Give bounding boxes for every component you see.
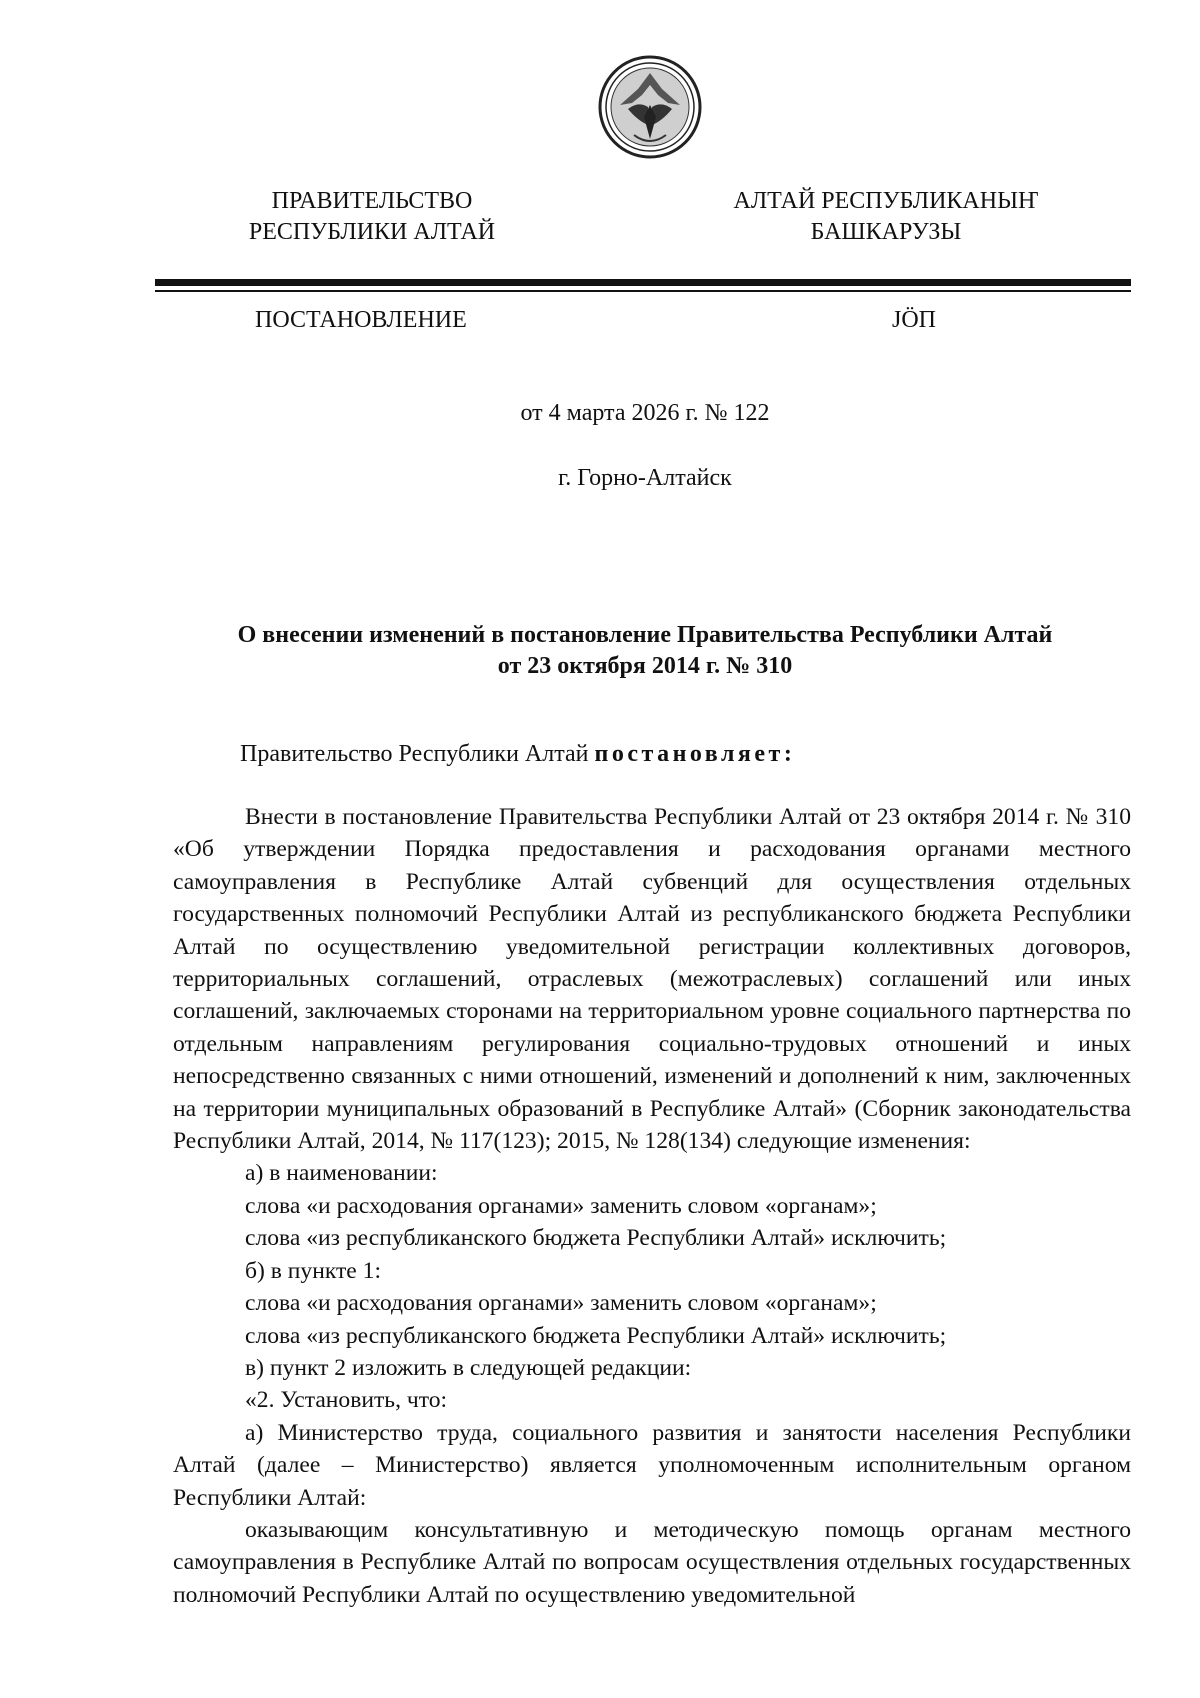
header-left-block	[192, 186, 552, 248]
preamble-text: Правительство Республики Алтай	[240, 741, 595, 767]
body-paragraph-main: Внести в постановление Правительства Республики Алтай от 23 октября 2014 г. № 310 «Об утверждении Порядка предоставления и расходования органами местного самоуправления в Республике Алтай субвенций для осуществления отдельных государственных полномочий Республики Алтай из республиканского бюджета Республики Алтай по осуществлению уведомительной регистрации коллективных договоров, территориальных соглашений, отраслевых (межотраслевых) соглашений или иных соглашений, заключаемых сторонами на территориальном уровне социального партнерства по отдельным направлениям регулирования социально-трудовых отношений и иных непосредственно связанных с ними отношений, изменений и дополнений к ним, заключенных на территории муниципальных образований в Республике Алтай» (Сборник законодательства Республики Алтай, 2014, № 117(123); 2015, № 128(134) следующие изменения:	[173, 804, 1131, 1155]
preamble	[240, 741, 795, 768]
document-body	[173, 801, 1131, 1611]
title-line1: О внесении изменений в постановление Правительства Республики Алтай	[237, 622, 1053, 648]
doc-type-right: JӦП	[892, 307, 937, 333]
republic-coat-of-arms-emblem	[598, 55, 702, 159]
body-item-b-line2: слова «из республиканского бюджета Республики Алтай» исключить;	[245, 1322, 947, 1349]
preamble-emphasis: постановляет:	[594, 741, 796, 767]
doc-type-left: ПОСТАНОВЛЕНИЕ	[255, 307, 467, 333]
title-line2: от 23 октября 2014 г. № 310	[497, 653, 793, 679]
body-quote-line1: «2. Установить, что:	[245, 1387, 448, 1414]
document-date-number: от 4 марта 2026 г. № 122	[520, 400, 770, 426]
body-item-a-line1: слова «и расходования органами» заменить словом «органам»;	[245, 1192, 877, 1219]
header-right-line1: АЛТАЙ РЕСПУБЛИКАНЫҤ	[733, 188, 1039, 214]
body-item-a-line2: слова «из республиканского бюджета Республики Алтай» исключить;	[245, 1225, 947, 1252]
document-title	[160, 620, 1130, 682]
header-right-line2: БАШКАРУЗЫ	[810, 219, 962, 245]
header-divider-thin	[155, 290, 1131, 292]
document-city: г. Горно-Алтайск	[558, 465, 732, 491]
body-item-b-line1: слова «и расходования органами» заменить словом «органам»;	[245, 1290, 877, 1317]
header-divider-thick	[155, 279, 1131, 286]
body-item-b-heading: б) в пункте 1:	[245, 1257, 382, 1284]
body-item-a-heading: а) в наименовании:	[245, 1160, 438, 1187]
header-left-line2: РЕСПУБЛИКИ АЛТАЙ	[248, 219, 496, 245]
header-left-line1: ПРАВИТЕЛЬСТВО	[271, 188, 473, 214]
body-item-v-heading: в) пункт 2 изложить в следующей редакции:	[245, 1354, 692, 1381]
body-quote-paragraph-b: оказывающим консультативную и методическую помощь органам местного самоуправления в Республике Алтай по вопросам осуществления отдельных государственных полномочий Республики Алтай по осуществлению уведомительной	[173, 1516, 1131, 1608]
body-quote-paragraph-a: а) Министерство труда, социального развития и занятости населения Республики Алтай (далее – Министерство) является уполномоченным исполнительным органом Республики Алтай:	[173, 1419, 1131, 1511]
header-right-block	[706, 186, 1066, 248]
